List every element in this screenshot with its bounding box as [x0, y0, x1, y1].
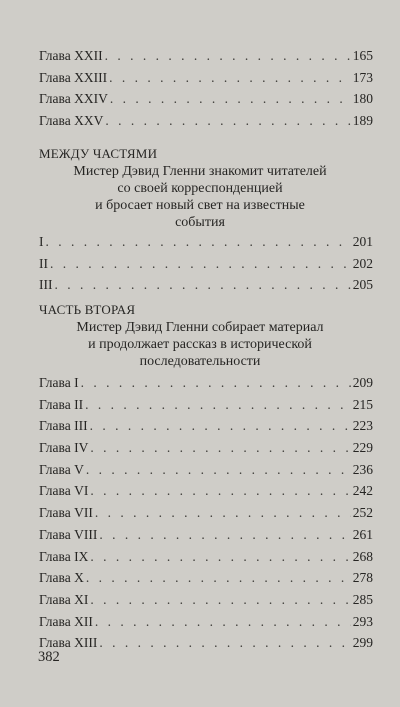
toc-entry-label: Глава XXII [39, 48, 103, 63]
toc-entry-page: 209 [352, 375, 373, 390]
dot-leader [90, 437, 350, 459]
dot-leader [85, 394, 351, 416]
section-description-part-two [30, 319, 370, 370]
dot-leader [109, 67, 351, 89]
dot-leader [86, 459, 351, 481]
toc-entry-page: 173 [352, 69, 373, 85]
toc-entry-label: Глава II [39, 396, 84, 412]
toc-entry [39, 437, 373, 459]
toc-entry-page: 268 [352, 548, 373, 564]
toc-entry-page: 236 [352, 461, 373, 477]
toc-entry [39, 394, 373, 416]
toc-entry-page: 165 [352, 48, 373, 63]
dot-leader [95, 502, 351, 524]
toc-entry-label: Глава XXIII [39, 69, 108, 85]
section-description-between [30, 163, 370, 231]
toc-entry [39, 546, 373, 568]
toc-entry-page: 299 [352, 635, 373, 651]
dot-leader [105, 45, 351, 67]
toc-entry [39, 253, 373, 275]
toc-entry-label: Глава III [39, 418, 88, 434]
toc-entry [39, 45, 373, 67]
description-line: Мистер Дэвид Гленни знакомит читателей [73, 164, 327, 179]
toc-entry [39, 67, 373, 89]
toc-entry-label: I [39, 234, 44, 249]
toc-entry-label: III [39, 277, 53, 293]
toc-entry-label: Глава VIII [39, 526, 98, 542]
toc-entry [39, 524, 373, 546]
toc-entry-page: 189 [352, 112, 373, 128]
toc-entry-page: 285 [352, 591, 373, 607]
toc-list-between [39, 231, 373, 296]
toc-entry [39, 88, 373, 110]
toc-entry-label: Глава X [39, 570, 84, 586]
toc-entry-label: Глава XXV [39, 112, 104, 128]
toc-list-top [39, 45, 373, 131]
toc-entry-label: Глава I [39, 375, 79, 390]
toc-entry [39, 459, 373, 481]
toc-entry-label: Глава XI [39, 591, 89, 607]
toc-entry-page: 223 [352, 418, 373, 434]
toc-entry-page: 261 [352, 526, 373, 542]
toc-entry [39, 415, 373, 437]
toc-entry-label: Глава VI [39, 483, 89, 499]
description-line: и продолжает рассказ в исторической [88, 337, 312, 352]
toc-entry [39, 480, 373, 502]
toc-entry-page: 229 [352, 440, 373, 456]
dot-leader [90, 546, 350, 568]
dot-leader [90, 480, 350, 502]
toc-entry [39, 589, 373, 611]
dot-leader [110, 88, 351, 110]
description-line: события [175, 215, 225, 230]
description-line: и бросает новый свет на известные [95, 198, 305, 213]
toc-entry-page: 252 [352, 505, 373, 521]
toc-entry-page: 202 [352, 255, 373, 271]
toc-entry [39, 110, 373, 132]
dot-leader [50, 253, 351, 275]
description-line: Мистер Дэвид Гленни собирает материал [76, 320, 324, 335]
toc-entry-label: Глава IX [39, 548, 89, 564]
toc-entry-label: Глава V [39, 461, 84, 477]
page-number: 382 [38, 649, 60, 665]
description-line: со своей корреспонденцией [117, 181, 283, 196]
dot-leader [99, 524, 350, 546]
section-heading-part-two: ЧАСТЬ ВТОРАЯ [39, 302, 136, 317]
toc-entry-page: 278 [352, 570, 373, 586]
toc-entry [39, 274, 373, 296]
toc-entry-label: Глава XIII [39, 635, 98, 651]
toc-entry-label: Глава VII [39, 505, 93, 521]
toc-entry [39, 372, 373, 394]
toc-entry-label: Глава XII [39, 613, 93, 629]
toc-entry [39, 231, 373, 253]
toc-list-part-two [39, 372, 373, 654]
toc-entry [39, 632, 373, 654]
toc-entry-page: 201 [352, 234, 373, 249]
toc-entry-label: Глава IV [39, 440, 89, 456]
toc-entry [39, 567, 373, 589]
dot-leader [95, 611, 351, 633]
toc-entry-label: II [39, 255, 48, 271]
section-heading-between: МЕЖДУ ЧАСТЯМИ [39, 146, 158, 161]
toc-entry [39, 502, 373, 524]
dot-leader [90, 415, 351, 437]
dot-leader [105, 110, 350, 132]
toc-entry-page: 293 [352, 613, 373, 629]
dot-leader [55, 274, 351, 296]
dot-leader [81, 372, 351, 394]
toc-entry-page: 180 [352, 91, 373, 107]
dot-leader [46, 231, 351, 253]
toc-entry-page: 205 [352, 277, 373, 293]
dot-leader [86, 567, 351, 589]
toc-entry-page: 215 [352, 396, 373, 412]
dot-leader [99, 632, 350, 654]
toc-entry [39, 611, 373, 633]
description-line: последовательности [139, 354, 261, 369]
dot-leader [90, 589, 350, 611]
toc-entry-label: Глава XXIV [39, 91, 108, 107]
toc-entry-page: 242 [352, 483, 373, 499]
